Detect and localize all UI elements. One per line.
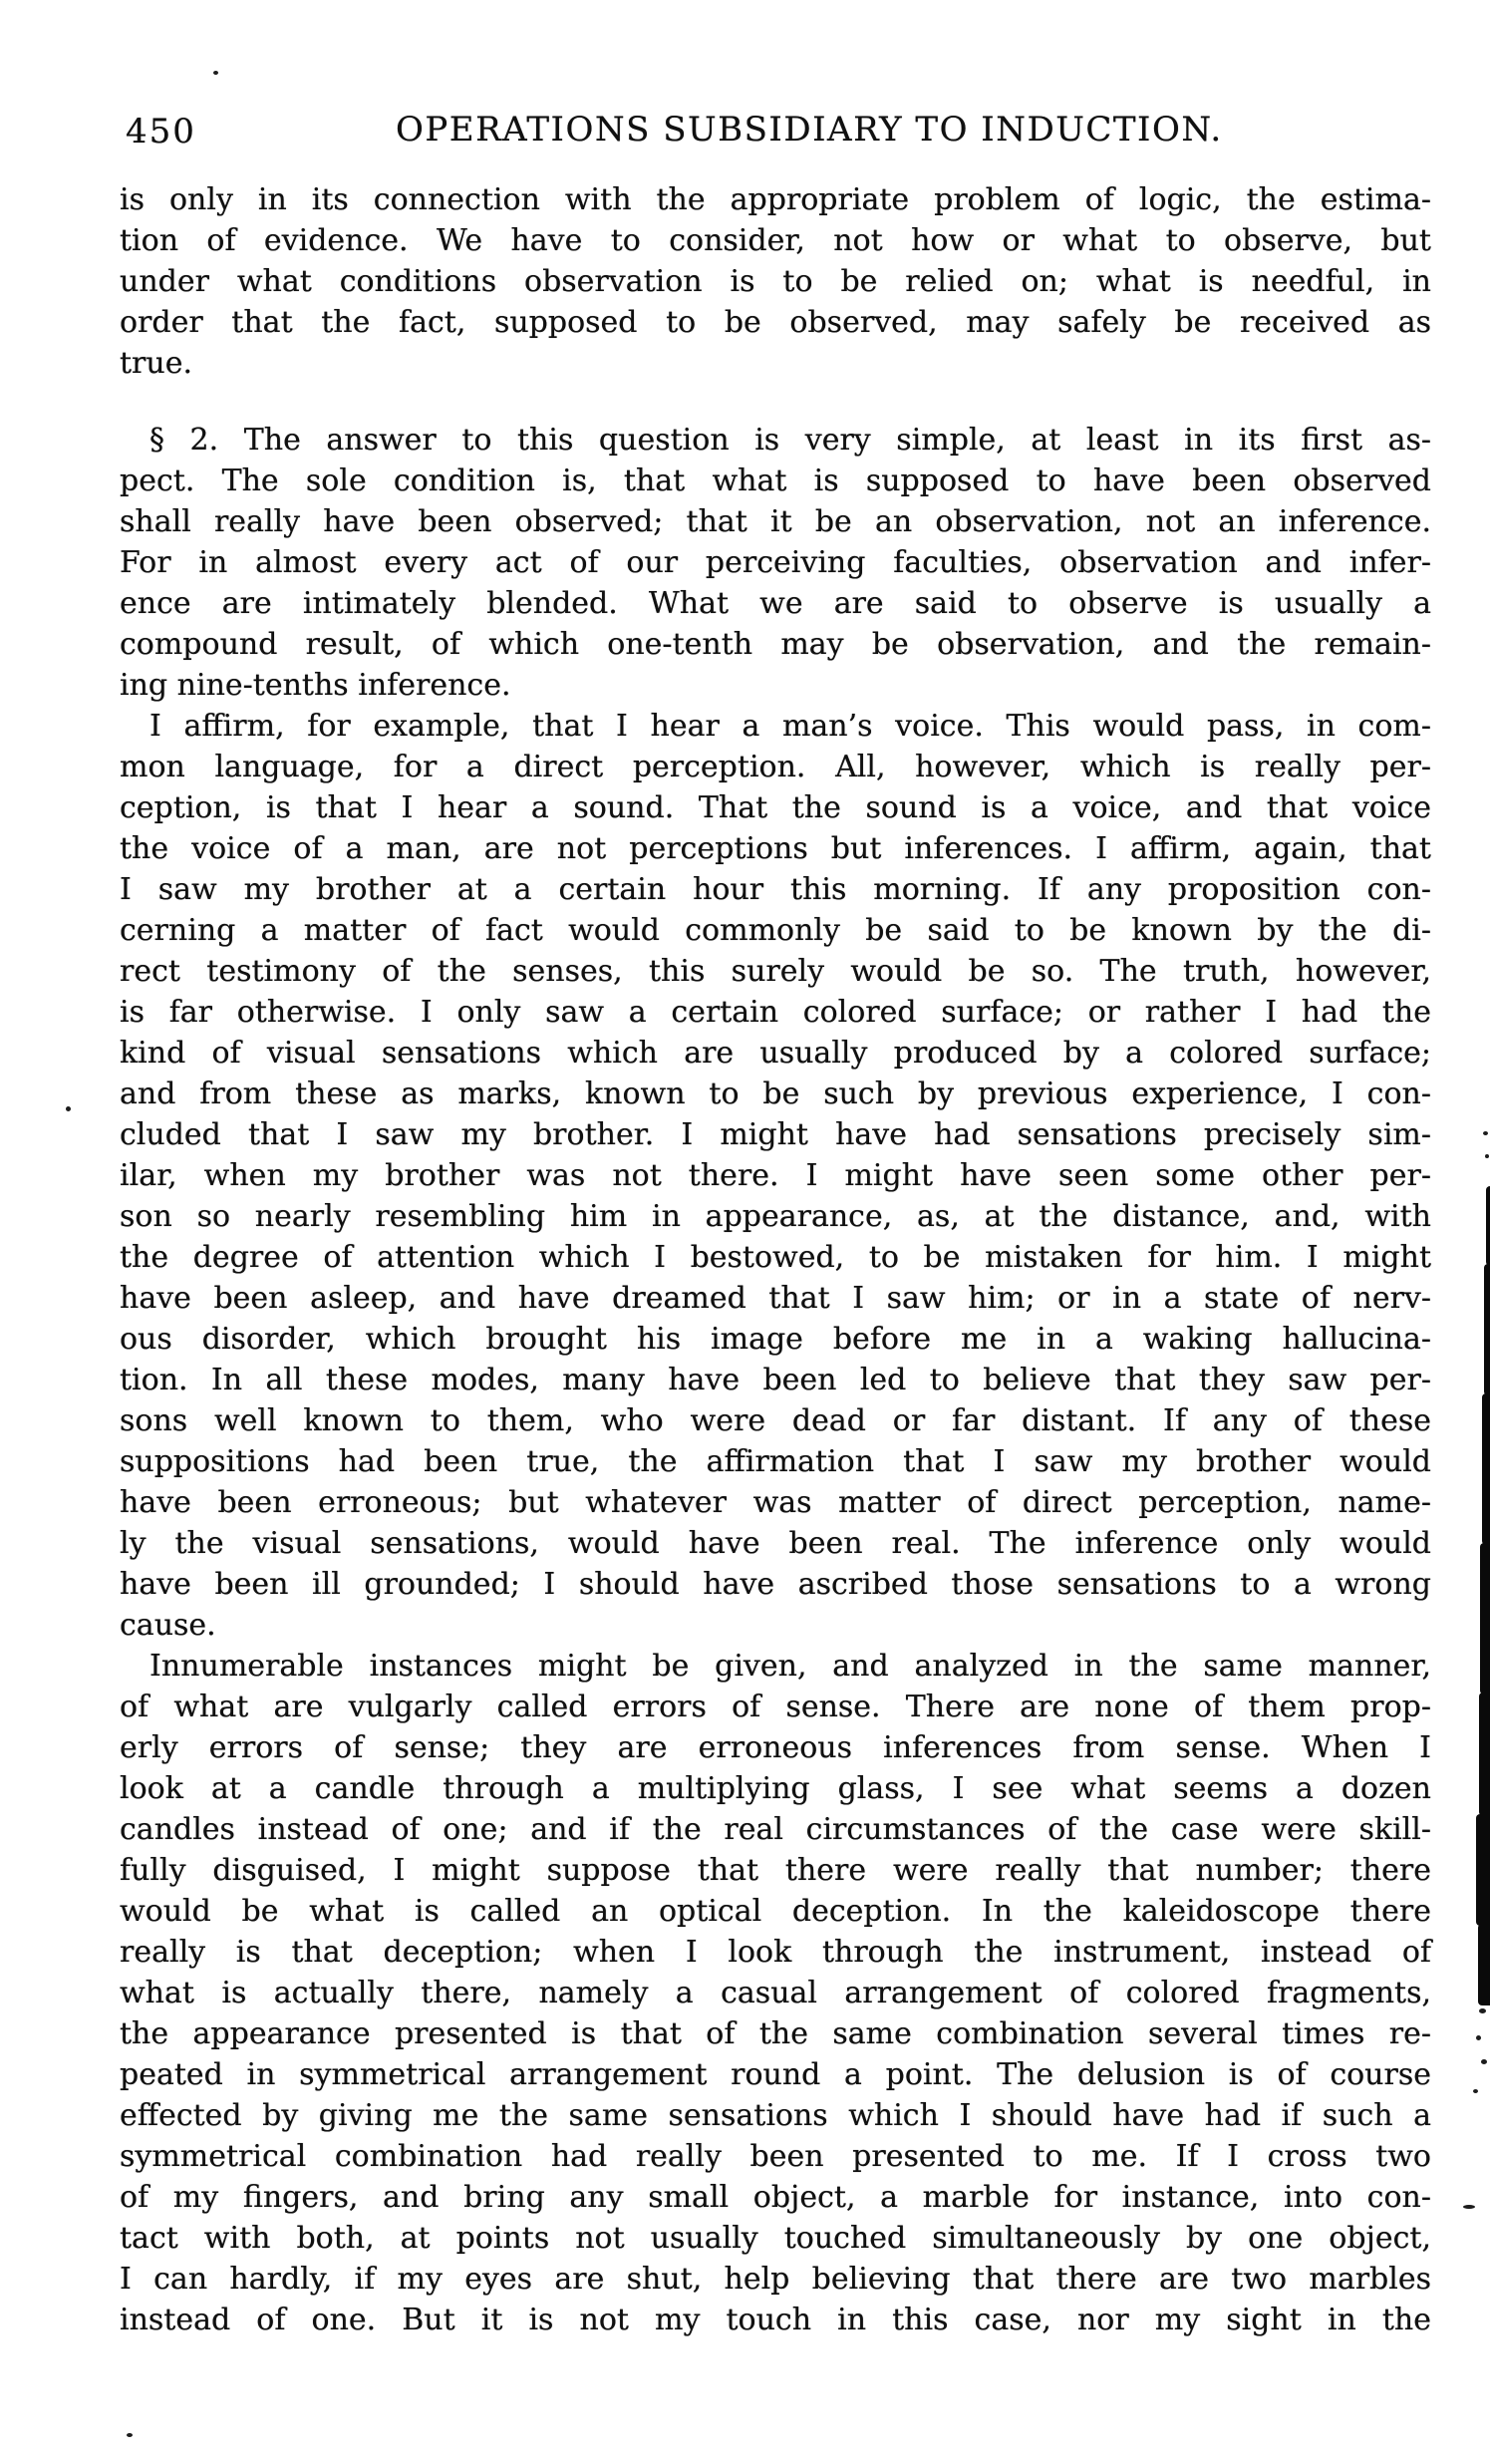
ink-speck [1473,2089,1478,2093]
ink-speck [1481,2059,1487,2064]
text-line: kind of visual sensations which are usually produced by a colored surface; [120,1036,1431,1071]
text-line: ception, is that I hear a sound. That the sound is a voice, and that voice [120,790,1431,825]
text-line: candles instead of one; and if the real circumstances of the case were skill- [120,1812,1431,1847]
text-line: I saw my brother at a certain hour this morning. If any proposition con- [120,872,1431,907]
text-line: look at a candle through a multiplying glass, I see what seems a dozen [120,1771,1431,1806]
ink-speck [127,2433,133,2437]
text-line: mon language, for a direct perception. All, however, which is really per- [120,750,1431,784]
ink-speck [1485,1154,1489,1158]
scan-edge-shadow [1482,1393,1490,1545]
text-line: the voice of a man, are not perceptions but inferences. I affirm, again, that [120,831,1431,866]
scan-edge-shadow [1479,1693,1490,1816]
text-line: of what are vulgarly called errors of sense. There are none of them prop- [120,1690,1431,1724]
text-line: rect testimony of the senses, this surely would be so. The truth, however, [120,954,1431,989]
text-line: fully disguised, I might suppose that there were really that number; there [120,1853,1431,1888]
text-line: ilar, when my brother was not there. I might have seen some other per- [120,1158,1431,1193]
text-line: really is that deception; when I look through the instrument, instead of [120,1935,1431,1970]
text-line: § 2. The answer to this question is very simple, at least in its first as- [149,423,1431,458]
page-body-text [120,179,1431,2340]
text-line: order that the fact, supposed to be observed, may safely be received as [120,305,1431,340]
ink-speck [1483,1131,1488,1135]
text-line: under what conditions observation is to be relied on; what is needful, in [120,264,1431,299]
text-line: of my fingers, and bring any small object, a marble for instance, into con- [120,2180,1431,2215]
ink-speck [1476,2035,1481,2040]
ink-speck [1463,2205,1475,2209]
text-line: I affirm, for example, that I hear a man’s voice. This would pass, in com- [149,709,1431,744]
text-line: symmetrical combination had really been presented to me. If I cross two [120,2139,1431,2174]
text-line: ence are intimately blended. What we are said to observe is usually a [120,586,1431,621]
text-line: sons well known to them, who were dead or far distant. If any of these [120,1403,1431,1438]
running-head: OPERATIONS SUBSIDIARY TO INDUCTION. [396,110,1223,150]
text-line: the appearance presented is that of the same combination several times re- [120,2016,1431,2051]
text-line: and from these as marks, known to be such by previous experience, I con- [120,1077,1431,1111]
text-line: cause. [120,1608,216,1643]
page-number: 450 [126,112,196,152]
text-line: would be what is called an optical deception. In the kaleidoscope there [120,1894,1431,1929]
text-line: instead of one. But it is not my touch in this case, nor my sight in the [120,2303,1431,2337]
text-line: tact with both, at points not usually touched simultaneously by one object, [120,2221,1431,2256]
scan-edge-shadow [1486,1186,1490,1266]
text-line: cerning a matter of fact would commonly be said to be known by the di- [120,913,1431,948]
text-line: what is actually there, namely a casual arrangement of colored fragments, [120,1976,1431,2010]
para-affirm-example [120,706,1431,1646]
text-line: Innumerable instances might be given, and analyzed in the same manner, [149,1649,1431,1684]
text-line: tion of evidence. We have to consider, not how or what to observe, but [120,223,1431,258]
text-line: I can hardly, if my eyes are shut, help believing that there are two marbles [120,2262,1431,2297]
text-line: For in almost every act of our perceiving faculties, observation and infer- [120,545,1431,580]
text-line: is far otherwise. I only saw a certain colored surface; or rather I had the [120,995,1431,1030]
text-line: ing nine-tenths inference. [120,668,511,703]
ink-speck [66,1106,71,1111]
ink-speck [1479,2008,1486,2013]
text-line: have been asleep, and have dreamed that I saw him; or in a state of nerv- [120,1281,1431,1316]
text-line: effected by giving me the same sensations which I should have had if such a [120,2098,1431,2133]
scan-edge-shadow [1480,1543,1490,1694]
ink-speck [213,71,218,75]
text-line: cluded that I saw my brother. I might have had sensations precisely sim- [120,1117,1431,1152]
text-line: shall really have been observed; that it be an observation, not an inference. [120,504,1431,539]
text-line: tion. In all these modes, many have been led to believe that they saw per- [120,1363,1431,1397]
text-line: erly errors of sense; they are erroneous inferences from sense. When I [120,1730,1431,1765]
para-section-2 [120,420,1431,706]
text-line: have been ill grounded; I should have ascribed those sensations to a wrong [120,1567,1431,1602]
scan-edge-shadow [1484,1264,1490,1395]
text-line: true. [120,346,193,381]
text-line: compound result, of which one-tenth may be observation, and the remain- [120,627,1431,662]
text-line: peated in symmetrical arrangement round a point. The delusion is of course [120,2057,1431,2092]
text-line: have been erroneous; but whatever was matter of direct perception, name- [120,1485,1431,1520]
text-line: is only in its connection with the appropriate problem of logic, the estima- [120,182,1431,217]
scan-edge-shadow [1476,1814,1490,1926]
text-line: pect. The sole condition is, that what is supposed to have been observed [120,463,1431,498]
text-line: the degree of attention which I bestowed, to be mistaken for him. I might [120,1240,1431,1275]
text-line: suppositions had been true, the affirmation that I saw my brother would [120,1444,1431,1479]
text-line: son so nearly resembling him in appearance, as, at the distance, and, with [120,1199,1431,1234]
para-continuation [120,179,1431,384]
para-errors-of-sense [120,1646,1431,2340]
text-line: ly the visual sensations, would have been real. The inference only would [120,1526,1431,1561]
scan-edge-shadow [1478,1924,1490,2005]
text-line: ous disorder, which brought his image before me in a waking hallucina- [120,1322,1431,1357]
